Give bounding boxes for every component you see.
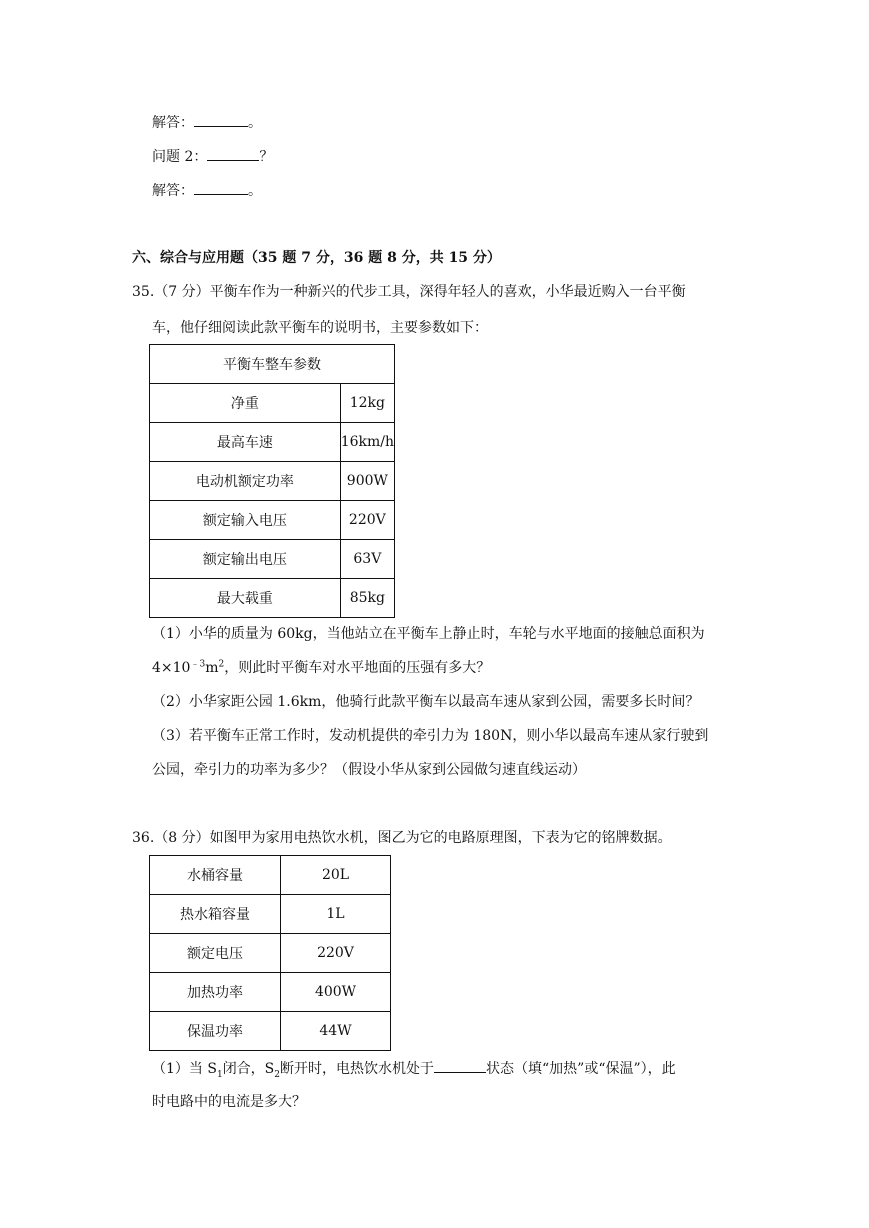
q36-stem: 36.（8 分）如图甲为家用电热饮水机，图乙为它的电路原理图，下表为它的铭牌数据。 (132, 830, 672, 846)
table-row (150, 501, 395, 540)
q36-nameplate-table (149, 855, 391, 1051)
q35-parameter-table (149, 344, 395, 618)
q36-part-1-line-2: 时电路中的电流是多大？ (152, 1094, 306, 1110)
table-row (150, 384, 395, 423)
q35-row-name: 最高车速 (150, 423, 341, 462)
table-row (150, 973, 391, 1012)
answer-1-blank[interactable] (194, 112, 248, 127)
q36-row-name: 额定电压 (150, 934, 281, 973)
q35-row-value: 220V (340, 501, 394, 540)
q35-row-name: 净重 (150, 384, 341, 423)
answer-1-line: 解答： 。 (152, 112, 262, 133)
q35-row-value: 16km/h (340, 423, 394, 462)
table-row (150, 540, 395, 579)
answer-2-label: 解答： (152, 183, 194, 199)
table-row (150, 934, 391, 973)
table-row (150, 579, 395, 618)
table-row (150, 462, 395, 501)
q35-row-value: 63V (340, 540, 394, 579)
q35-row-value: 85kg (340, 579, 394, 618)
q35-row-name: 电动机额定功率 (150, 462, 341, 501)
q36-row-value: 20L (281, 856, 391, 895)
q35-stem-line-2: 车，他仔细阅读此款平衡车的说明书，主要参数如下： (152, 320, 488, 336)
answer-2-blank[interactable] (194, 180, 248, 195)
q35-part-2: （2）小华家距公园 1.6km，他骑行此款平衡车以最高车速从家到公园，需要多长时间？ (152, 694, 700, 710)
q36-row-name: 加热功率 (150, 973, 281, 1012)
question-2-line: 问题 2： ？ (152, 146, 273, 167)
q35-part-3-line-1: （3）若平衡车正常工作时，发动机提供的牵引力为 180N，则小华以最高车速从家行驶到 (152, 728, 709, 744)
q35-part-1-line-1: （1）小华的质量为 60kg，当他站立在平衡车上静止时，车轮与水平地面的接触总面积为 (152, 626, 705, 642)
q36-row-value: 44W (281, 1012, 391, 1051)
q35-table-header: 平衡车整车参数 (150, 345, 395, 384)
q35-row-value: 12kg (340, 384, 394, 423)
table-row (150, 895, 391, 934)
q36-row-value: 1L (281, 895, 391, 934)
q36-state-blank[interactable] (434, 1058, 486, 1073)
q35-part-3-line-2: 公园，牵引力的功率为多少？（假设小华从家到公园做匀速直线运动） (152, 762, 586, 778)
q36-part-1-line-1: （1）当 $S_1$闭合，$S_2$断开时，电热饮水机处于 状态（填“加热”或“保温”），此 (152, 1058, 676, 1079)
q35-row-name: 额定输出电压 (150, 540, 341, 579)
q35-row-name: 最大载重 (150, 579, 341, 618)
table-row (150, 856, 391, 895)
q35-stem-line-1: 35.（7 分）平衡车作为一种新兴的代步工具，深得年轻人的喜欢，小华最近购入一台平衡 (132, 284, 686, 300)
q35-row-value: 900W (340, 462, 394, 501)
q36-row-value: 220V (281, 934, 391, 973)
q35-row-name: 额定输入电压 (150, 501, 341, 540)
section-6-title: 六、综合与应用题（35 题 7 分，36 题 8 分，共 15 分） (132, 250, 501, 266)
table-row (150, 1012, 391, 1051)
q36-row-value: 400W (281, 973, 391, 1012)
q36-row-name: 热水箱容量 (150, 895, 281, 934)
answer-1-label: 解答： (152, 115, 194, 131)
table-row (150, 423, 395, 462)
question-2-blank[interactable] (207, 146, 259, 161)
question-2-label: 问题 2： (152, 149, 208, 165)
answer-2-line: 解答： 。 (152, 180, 262, 201)
q36-row-name: 保温功率 (150, 1012, 281, 1051)
q35-part-1-line-2: $4\times 10^{﹣3}m^2$，则此时平衡车对水平地面的压强有多大？ (152, 659, 491, 676)
q36-row-name: 水桶容量 (150, 856, 281, 895)
